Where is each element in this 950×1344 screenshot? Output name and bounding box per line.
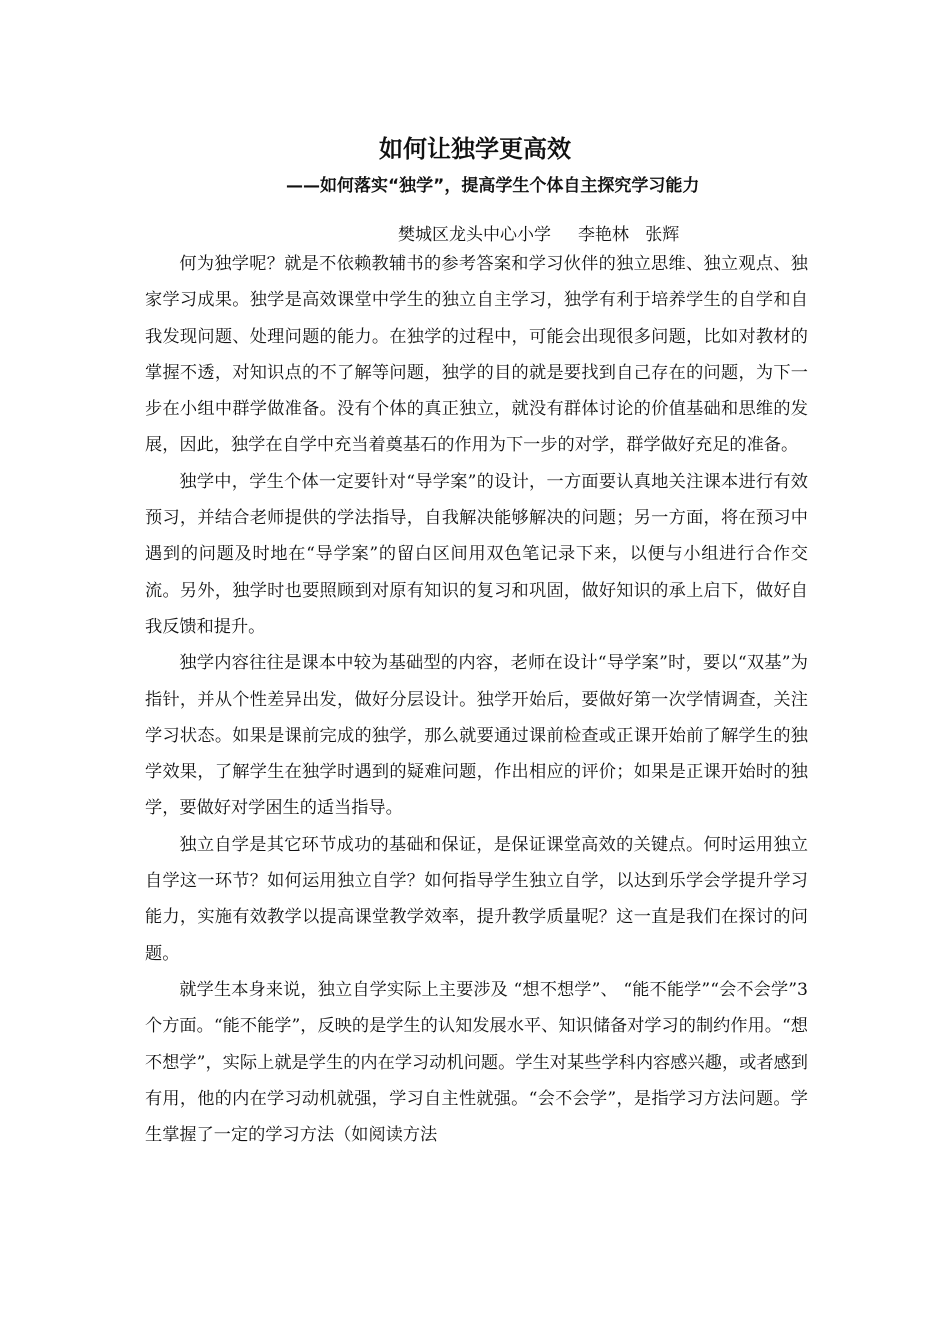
paragraph: 独学中，学生个体一定要针对“导学案”的设计，一方面要认真地关注课本进行有效预习，并结合老师提供的学法指导，自我解决能够解决的问题；另一方面，将在预习中遇到的问题及时地在“导学案”的留白区间用双色笔记录下来，以便与小组进行合作交流。另外，独学时也要照顾到对原有知识的复习和巩固，做好知识的承上启下，做好自我反馈和提升。 — [145, 471, 808, 637]
document-subtitle: ——如何落实“独学”，提高学生个体自主探究学习能力 — [286, 176, 700, 196]
paragraph: 独学内容往往是课本中较为基础型的内容，老师在设计“导学案”时，要以“双基”为指针，并从个性差异出发，做好分层设计。独学开始后，要做好第一次学情调查，关注学习状态。如果是课前完成的独学，那么就要通过课前检查或正课开始前了解学生的独学效果，了解学生在独学时遇到的疑难问题，作出相应的评价；如果是正课开始时的独学，要做好对学困生的适当指导。 — [145, 653, 808, 819]
document-title: 如何让独学更高效 — [379, 135, 571, 163]
paragraph: 何为独学呢？就是不依赖教辅书的参考答案和学习伙伴的独立思维、独立观点、独家学习成果。独学是高效课堂中学生的独立自主学习，独学有利于培养学生的自学和自我发现问题、处理问题的能力。在独学的过程中，可能会出现很多问题，比如对教材的掌握不透，对知识点的不了解等问题，独学的目的就是要找到自己存在的问题，为下一步在小组中群学做准备。没有个体的真正独立，就没有群体讨论的价值基础和思维的发展，因此，独学在自学中充当着奠基石的作用为下一步的对学，群学做好充足的准备。 — [145, 254, 808, 456]
author-line: 樊城区龙头中心小学 李艳林 张辉 — [398, 225, 680, 245]
paragraph: 就学生本身来说，独立自学实际上主要涉及 “想不想学”、 “能不能学”“会不会学”3个方面。“能不能学”，反映的是学生的认知发展水平、知识储备对学习的制约作用。“想不想学”，实际上就是学生的内在学习动机问题。学生对某些学科内容感兴趣，或者感到有用，他的内在学习动机就强，学习自主性就强。“会不会学”，是指学习方法问题。学生掌握了一定的学习方法（如阅读方法 — [145, 979, 808, 1146]
paragraph: 独立自学是其它环节成功的基础和保证，是保证课堂高效的关键点。何时运用独立自学这一环节？如何运用独立自学？如何指导学生独立自学，以达到乐学会学提升学习能力，实施有效教学以提高课堂教学效率，提升教学质量呢？这一直是我们在探讨的问题。 — [145, 834, 808, 964]
document-body — [145, 246, 808, 1153]
